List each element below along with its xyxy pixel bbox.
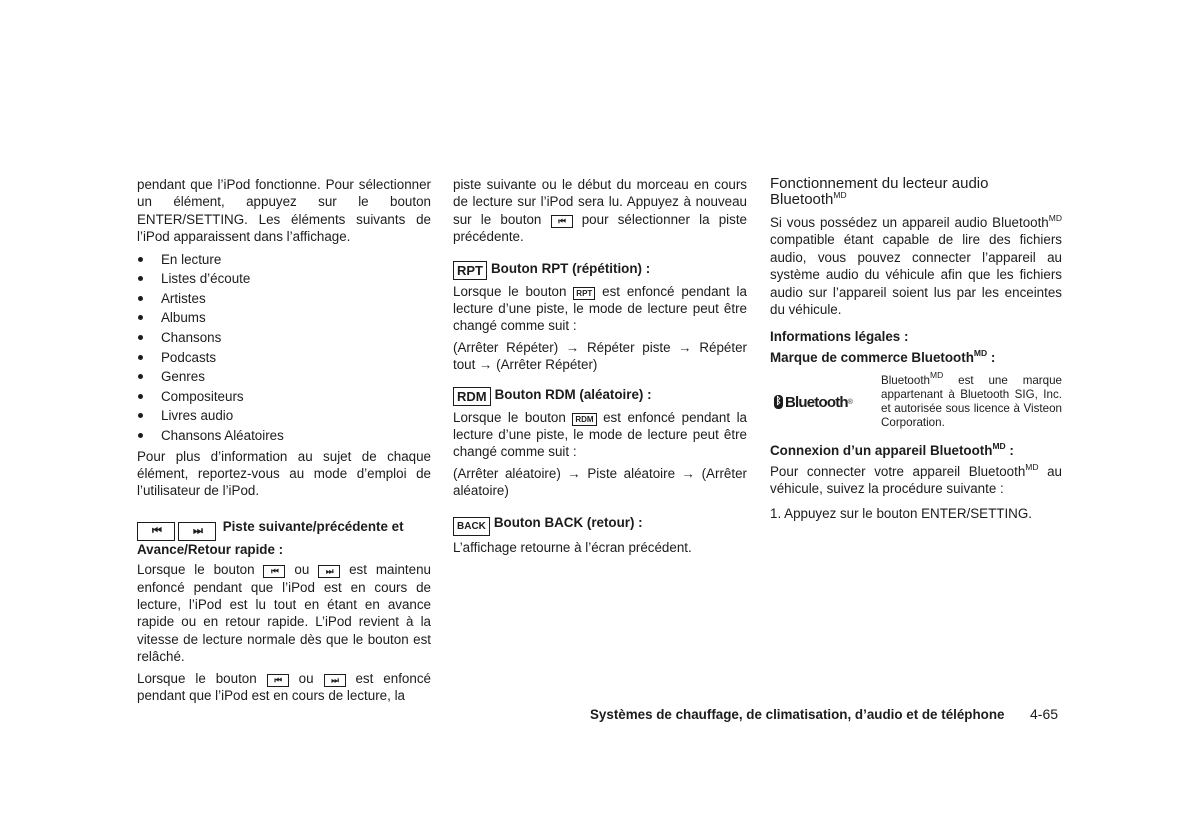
legal-heading: Informations légales : bbox=[770, 329, 909, 345]
prev-key-icon: ⏮ bbox=[551, 215, 573, 228]
rpt-heading: RPT Bouton RPT (répétition) : bbox=[453, 260, 747, 280]
prev-track-key-icon: ⏮ bbox=[137, 522, 175, 541]
bullet-icon bbox=[138, 374, 143, 379]
list-item: Albums bbox=[137, 308, 431, 328]
next-key-icon: ⏭ bbox=[318, 565, 340, 578]
skip-heading bbox=[137, 518, 431, 558]
bullet-icon bbox=[138, 335, 143, 340]
trademark-block bbox=[770, 370, 1062, 430]
bullet-icon bbox=[138, 276, 143, 281]
list-item: Artistes bbox=[137, 289, 431, 309]
connect-heading: Connexion d’un appareil Bluetooth$^{MD}$ : bbox=[770, 441, 1014, 459]
back-key-icon: BACK bbox=[453, 517, 490, 536]
bullet-icon bbox=[138, 433, 143, 438]
list-item: Chansons bbox=[137, 328, 431, 348]
skip-heading-line-2: Avance/Retour rapide : bbox=[137, 541, 284, 557]
intro-paragraph: pendant que l’iPod fonctionne. Pour sélectionner un élément, appuyez sur le bouton ENTER/SETTING. Les éléments suivants de l’iPod apparaissent dans l’affichage. bbox=[137, 177, 431, 245]
prev-key-icon: ⏮ bbox=[263, 565, 285, 578]
bullet-icon bbox=[138, 413, 143, 418]
list-item: Podcasts bbox=[137, 348, 431, 368]
bluetooth-logo: ᛒ Bluetooth ® bbox=[775, 393, 853, 411]
footer-section-title: Systèmes de chauffage, de climatisation, d’audio et de téléphone bbox=[590, 707, 1005, 722]
rpt-key-icon: RPT bbox=[453, 261, 487, 280]
next-key-icon: ⏭ bbox=[324, 674, 346, 687]
ipod-items-list bbox=[137, 250, 431, 446]
section-title: Fonctionnement du lecteur audio Bluetooth$^{MD}$ bbox=[770, 175, 989, 208]
list-item: Compositeurs bbox=[137, 387, 431, 407]
more-info-paragraph: Pour plus d’information au sujet de chaque élément, reportez-vous au mode d’emploi de l’utilisateur de l’iPod. bbox=[137, 448, 431, 499]
rpt-paragraph-1: Lorsque le bouton RPT est enfoncé pendant la lecture d’une piste, le mode de lecture peut être changé comme suit : bbox=[453, 283, 747, 334]
rdm-inline-key-icon: RDM bbox=[572, 413, 596, 426]
list-item: Listes d’écoute bbox=[137, 269, 431, 289]
trademark-text: Bluetooth$^{MD}$ est une marque appartenant à Bluetooth SIG, Inc. et autorisée sous licence à Visteon Corporation. bbox=[881, 370, 1062, 430]
prev-key-icon: ⏮ bbox=[267, 674, 289, 687]
list-item: Genres bbox=[137, 367, 431, 387]
list-item: Chansons Aléatoires bbox=[137, 426, 431, 446]
connect-paragraph: Pour connecter votre appareil Bluetooth$^{MD}$ au véhicule, suivez la procédure suivante : bbox=[770, 461, 1062, 497]
bluetooth-icon: ᛒ bbox=[775, 396, 782, 408]
rpt-inline-key-icon: RPT bbox=[573, 287, 595, 300]
back-heading: BACK Bouton BACK (retour) : bbox=[453, 514, 747, 536]
list-item: En lecture bbox=[137, 250, 431, 270]
rdm-paragraph-1: Lorsque le bouton RDM est enfoncé pendant la lecture d’une piste, le mode de lecture peut être changé comme suit : bbox=[453, 409, 747, 460]
rdm-key-icon: RDM bbox=[453, 387, 491, 406]
bullet-icon bbox=[138, 257, 143, 262]
rdm-heading: RDM Bouton RDM (aléatoire) : bbox=[453, 386, 747, 406]
skip-heading-line-1: Piste suivante/précédente et bbox=[222, 518, 404, 534]
bluetooth-intro-paragraph: Si vous possédez un appareil audio Bluetooth$^{MD}$ compatible étant capable de lire des fichiers audio, vous pouvez connecter l’appareil au système audio du véhicule afin que les fichiers audio sur l’appareil soient lus par les enceintes du véhicule. bbox=[770, 213, 1062, 318]
rdm-paragraph-2: (Arrêter aléatoire) → Piste aléatoire → (Arrêter aléatoire) bbox=[453, 465, 747, 499]
skip-paragraph-2: Lorsque le bouton ⏮ ou ⏭ est enfoncé pendant que l’iPod est en cours de lecture, la bbox=[137, 670, 431, 704]
column-1 bbox=[137, 176, 431, 708]
next-track-key-icon: ⏭ bbox=[178, 522, 216, 541]
back-paragraph: L’affichage retourne à l’écran précédent. bbox=[453, 539, 692, 555]
bullet-icon bbox=[138, 296, 143, 301]
bullet-icon bbox=[138, 394, 143, 399]
continuation-paragraph: piste suivante ou le début du morceau en cours de lecture sur l’iPod sera lu. Appuyez à nouveau sur le bouton ⏮ pour sélectionner la piste précédente. bbox=[453, 177, 747, 245]
rpt-paragraph-2: (Arrêter Répéter) → Répéter piste → Répéter tout → (Arrêter Répéter) bbox=[453, 339, 747, 373]
list-item: Livres audio bbox=[137, 406, 431, 426]
page-number: 4-65 bbox=[1030, 706, 1059, 722]
column-2 bbox=[453, 176, 747, 560]
trademark-heading: Marque de commerce Bluetooth$^{MD}$ : bbox=[770, 347, 996, 365]
step-1: 1. Appuyez sur le bouton ENTER/SETTING. bbox=[770, 506, 1032, 522]
skip-paragraph-1: Lorsque le bouton ⏮ ou ⏭ est maintenu enfoncé pendant que l’iPod est en cours de lecture, l’iPod est lu tout en étant en avance rapide ou en retour rapide. L’iPod revient à la vitesse de lecture normale dès que le bouton est relâché. bbox=[137, 562, 431, 665]
bullet-icon bbox=[138, 355, 143, 360]
bullet-icon bbox=[138, 315, 143, 320]
column-3 bbox=[770, 176, 1062, 527]
